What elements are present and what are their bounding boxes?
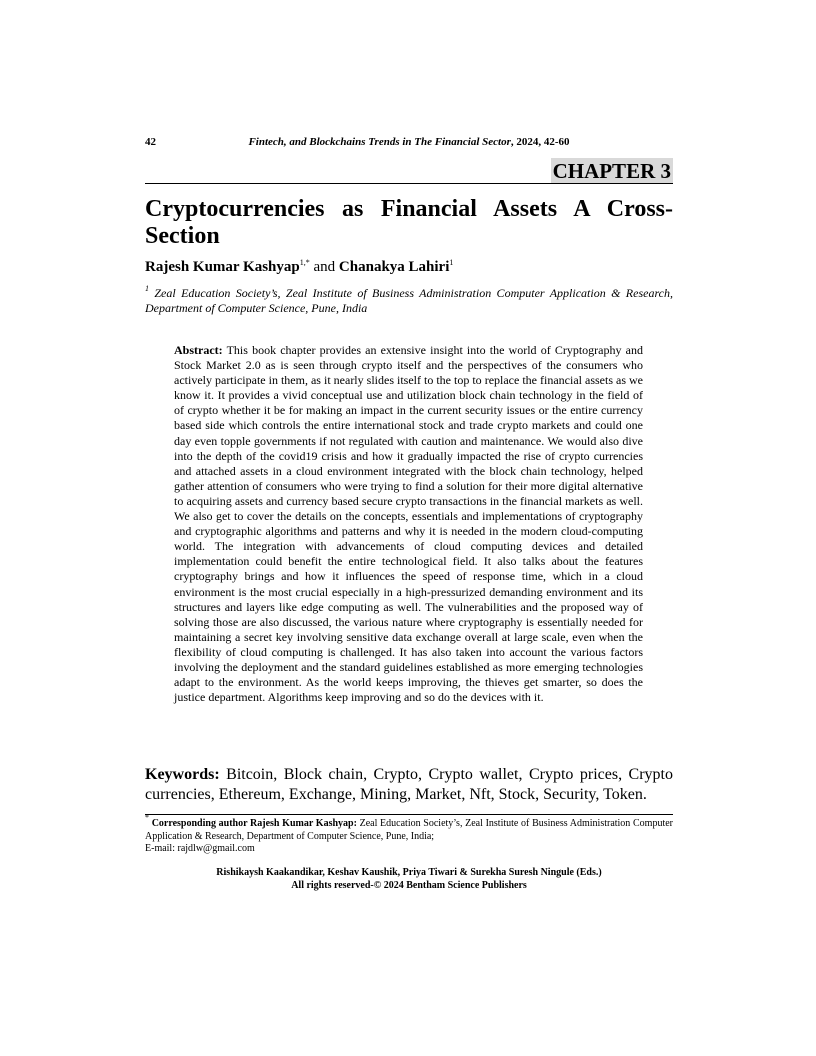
footnote-email: E-mail: rajdlw@gmail.com — [145, 843, 255, 854]
chapter-title: Cryptocurrencies as Financial Assets A Cross-Section — [145, 196, 673, 249]
affiliation-text: Zeal Education Society’s, Zeal Institute of Business Administration Computer Application & Research, Department of Computer Science, Pune, India — [145, 286, 673, 315]
footnote — [145, 813, 673, 856]
editors-credit — [145, 867, 673, 892]
running-head-title: Fintech, and Blockchains Trends in The Financial Sector — [248, 136, 511, 148]
running-head-suffix: , 2024, 42-60 — [510, 136, 570, 148]
affiliation — [145, 286, 673, 316]
keywords-label: Keywords: — [145, 766, 220, 783]
running-head — [145, 136, 673, 148]
author-name: Chanakya Lahiri — [338, 259, 450, 275]
authors-line — [145, 259, 453, 276]
footnote-rule — [145, 814, 673, 815]
page-number: 42 — [145, 136, 156, 148]
author-name: Rajesh Kumar Kashyap — [145, 259, 300, 275]
keywords-text: Bitcoin, Block chain, Crypto, Crypto wallet, Crypto prices, Crypto currencies, Ethereum, Exchange, Mining, Market, Nft, Stock, Security, Token. — [145, 766, 674, 803]
chapter-label: CHAPTER 3 — [552, 159, 671, 183]
abstract-text: This book chapter provides an extensive insight into the world of Cryptography and Stock Market 2.0 as is seen through crypto itself and the perspectives of the consumers who actively participate in them, as it nearly slides itself to the top to replace the financial assets as we know it. It provides a vivid conceptual use and utilization block chain technology in the field of of crypto whether it be for making an impact in the current security issues or the entire currency based side which controls the entire international stock and trade crypto markets and could one day even topple governments if not regulated with caution and maintenance. We would also dive into the depth of the covid19 crisis and how it gradually impacted the rise of crypto currencies and attached assets in a cloud environment integrated with the block chain technology, helped gather attention of consumers who were trying to find a solution for their more digital alternative to acquiring assets and currency based secure crypto transactions in the financial markets as well. We also get to cover the details on the concepts, essentials and implementations of cryptography and cryptographic algorithms and patterns and why it is needed in the modern cloud-computing world. The integration with advancements of cloud computing devices and detailed implementation could benefit the entire technological field. It also talks about the features cryptography brings and how it influences the speed of response time, which in a cloud environment is the most crucial especially in a high-pressurized demanding environment and its structures and layers like edge computing as well. The vulnerabilities and the proposed way of solving those are also discussed, the various nature where cryptography is essentially needed for maintaining a secret key involving sensitive data exchange overall at large scale, even when the flexibility of cloud computing is challenged. It has also taken into account the various factors involving the deployment and the standard guidelines established as more emerging technologies adapt to the environment. As the world keeps improving, the thieves get smarter, so does the justice department. Algorithms keep improving and so do the devices with it. — [174, 343, 643, 705]
footnote-marker: * — [145, 813, 149, 822]
authors-joiner: and — [309, 259, 339, 275]
copyright-line: All rights reserved-© 2024 Bentham Science Publishers — [291, 879, 527, 891]
abstract — [174, 343, 643, 705]
footnote-text: Zeal Education Society’s, Zeal Institute of Business Administration Computer Application & Research, Department of Computer Science, Pune, India; — [145, 818, 673, 842]
chapter-rule — [145, 183, 673, 184]
editors-line: Rishikaysh Kaakandikar, Keshav Kaushik, Priya Tiwari & Surekha Suresh Ningule (Eds.) — [216, 867, 602, 878]
footnote-label: Corresponding author Rajesh Kumar Kashyap: — [151, 818, 357, 829]
keywords — [145, 765, 673, 805]
author-superscript: 1,* — [299, 258, 310, 267]
affiliation-marker: 1 — [145, 284, 149, 293]
abstract-label: Abstract: — [174, 343, 223, 357]
author-superscript: 1 — [449, 258, 454, 267]
